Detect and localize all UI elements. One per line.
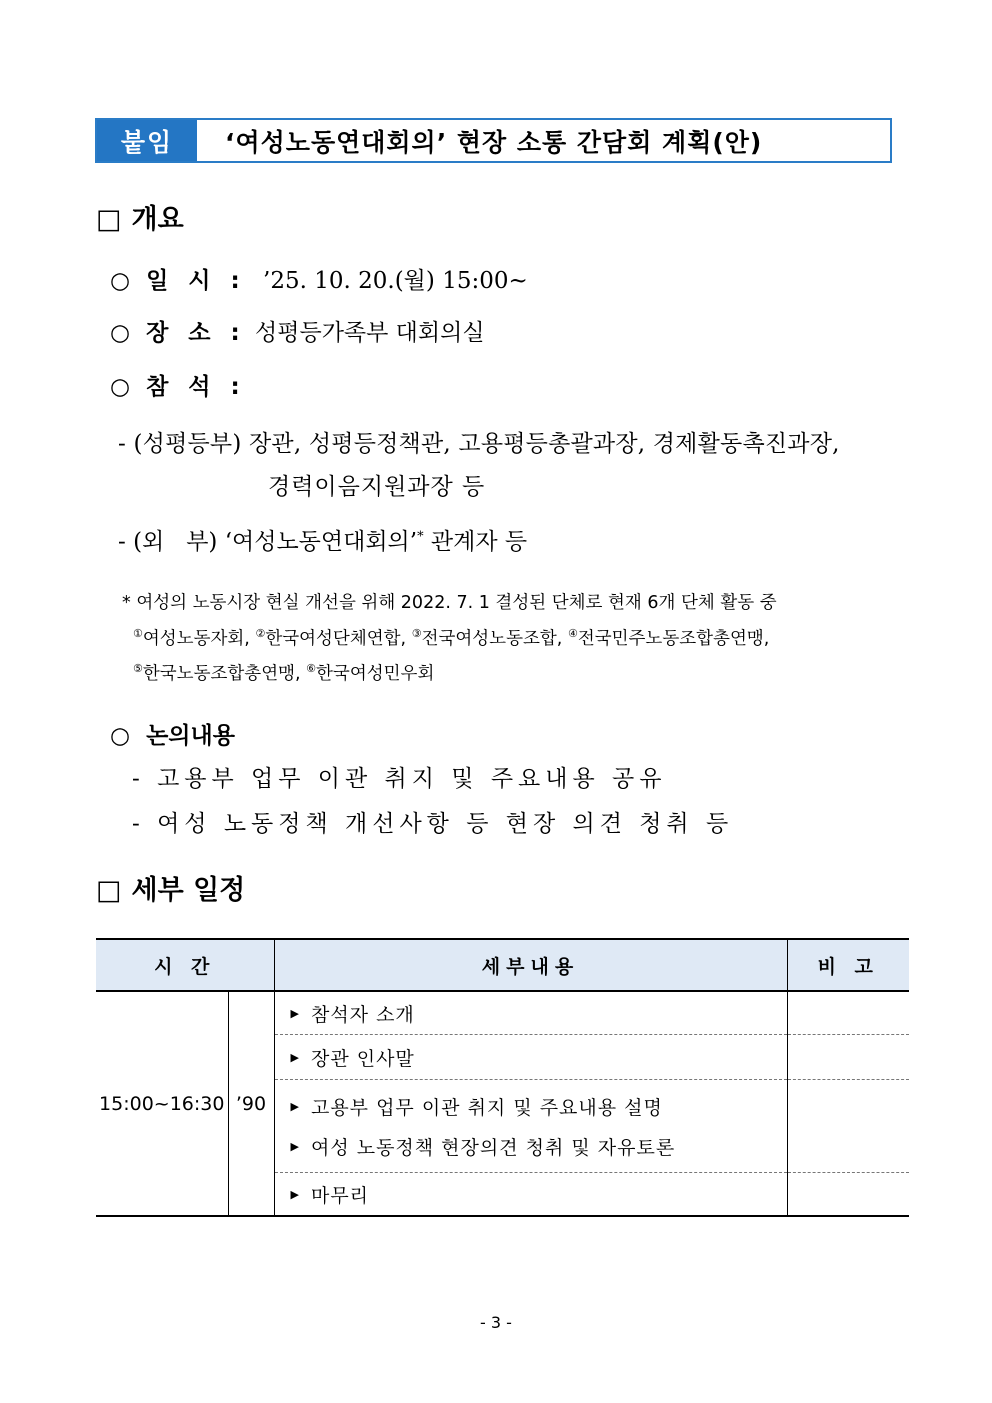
detail-item: 여성 노동정책 현장의견 청취 및 자유토론 [310,1136,676,1159]
footnote-orgs-line1 [133,625,769,650]
org-name: 여성노동자회, [142,629,256,649]
detail-cell [274,1035,787,1080]
remark-cell [787,1080,909,1173]
place-line [110,314,485,347]
detail-item: 마무리 [310,1184,370,1207]
checkbox-square-icon: □ [96,875,122,906]
place-value: 성평등가족부 대회의실 [255,320,485,346]
column-header-remarks: 비 고 [787,939,909,991]
org-number: ⑥ [306,662,317,675]
table-header-row [96,939,909,991]
schedule-heading-text: 세부 일정 [131,875,246,906]
page-title: ‘여성노동연대회의’ 현장 소통 간담회 계획(안) [225,127,763,157]
overview-heading-text: 개요 [131,204,184,235]
discussion-label: 논의내용 [146,723,235,749]
org-number: ⑤ [133,662,143,675]
footnote-star: * [417,529,424,545]
org-name: 한국여성단체연합, [265,629,412,649]
attachment-tag: 붙임 [97,120,197,161]
triangle-bullet-icon: ▶ [290,1139,299,1153]
org-name: 한국노동조합총연맹, [142,664,307,684]
remark-cell [787,1035,909,1080]
time-cell: 15:00~16:30 [96,991,228,1216]
duration-cell: ’90 [228,991,274,1216]
org-number: ④ [567,627,578,640]
triangle-bullet-icon: ▶ [290,1187,299,1201]
circle-bullet-icon: ○ [110,374,131,400]
remark-cell [787,991,909,1035]
datetime-label: 일 시 : [146,268,246,294]
internal-attendees-line2: 경력이음지원과장 등 [268,474,486,500]
org-number: ① [133,627,143,640]
schedule-table [96,938,909,1217]
triangle-bullet-icon: ▶ [290,1050,299,1064]
remark-cell [787,1173,909,1217]
org-name: 전국여성노동조합, [421,629,568,649]
external-prefix: - (외 부) ‘여성노동연대회의’ [118,529,418,555]
attendees-label: 참 석 : [146,374,246,400]
overview-heading [96,197,184,236]
attendees-line [110,368,246,401]
detail-item: 고용부 업무 이관 취지 및 주요내용 설명 [310,1096,663,1119]
page-number: - 3 - [480,1313,512,1332]
footnote-line1: * 여성의 노동시장 현실 개선을 위해 2022. 7. 1 결성된 단체로 현재 6개 단체 활동 중 [122,593,777,613]
title-box [95,118,892,163]
discussion-line [110,717,235,750]
circle-bullet-icon: ○ [110,320,131,346]
column-header-details: 세부내용 [274,939,787,991]
external-attendees-line [118,523,527,556]
schedule-heading [96,868,245,907]
checkbox-square-icon: □ [96,204,122,235]
detail-cell [274,1080,787,1173]
org-name: 한국여성민우회 [316,664,435,684]
table-row [96,991,909,1035]
footnote-orgs-line2 [133,660,434,685]
detail-item: 장관 인사말 [310,1047,415,1070]
datetime-value: ’25. 10. 20.(월) 15:00~ [263,268,528,294]
external-suffix: 관계자 등 [423,529,528,555]
datetime-line [110,262,528,295]
circle-bullet-icon: ○ [110,268,131,294]
triangle-bullet-icon: ▶ [290,1006,299,1020]
detail-item: 참석자 소개 [310,1003,415,1026]
org-number: ② [255,627,266,640]
detail-cell [274,1173,787,1217]
internal-attendees-line1: - (성평등부) 장관, 성평등정책관, 고용평등총괄과장, 경제활동촉진과장, [118,431,840,457]
org-number: ③ [411,627,422,640]
place-label: 장 소 : [146,320,246,346]
discussion-item-1: - 고용부 업무 이관 취지 및 주요내용 공유 [132,766,667,792]
org-name: 전국민주노동조합총연맹, [577,629,770,649]
discussion-item-2: - 여성 노동정책 개선사항 등 현장 의견 청취 등 [132,811,734,837]
column-header-time: 시 간 [96,939,274,991]
detail-cell [274,991,787,1035]
circle-bullet-icon: ○ [110,723,131,749]
triangle-bullet-icon: ▶ [290,1099,299,1113]
